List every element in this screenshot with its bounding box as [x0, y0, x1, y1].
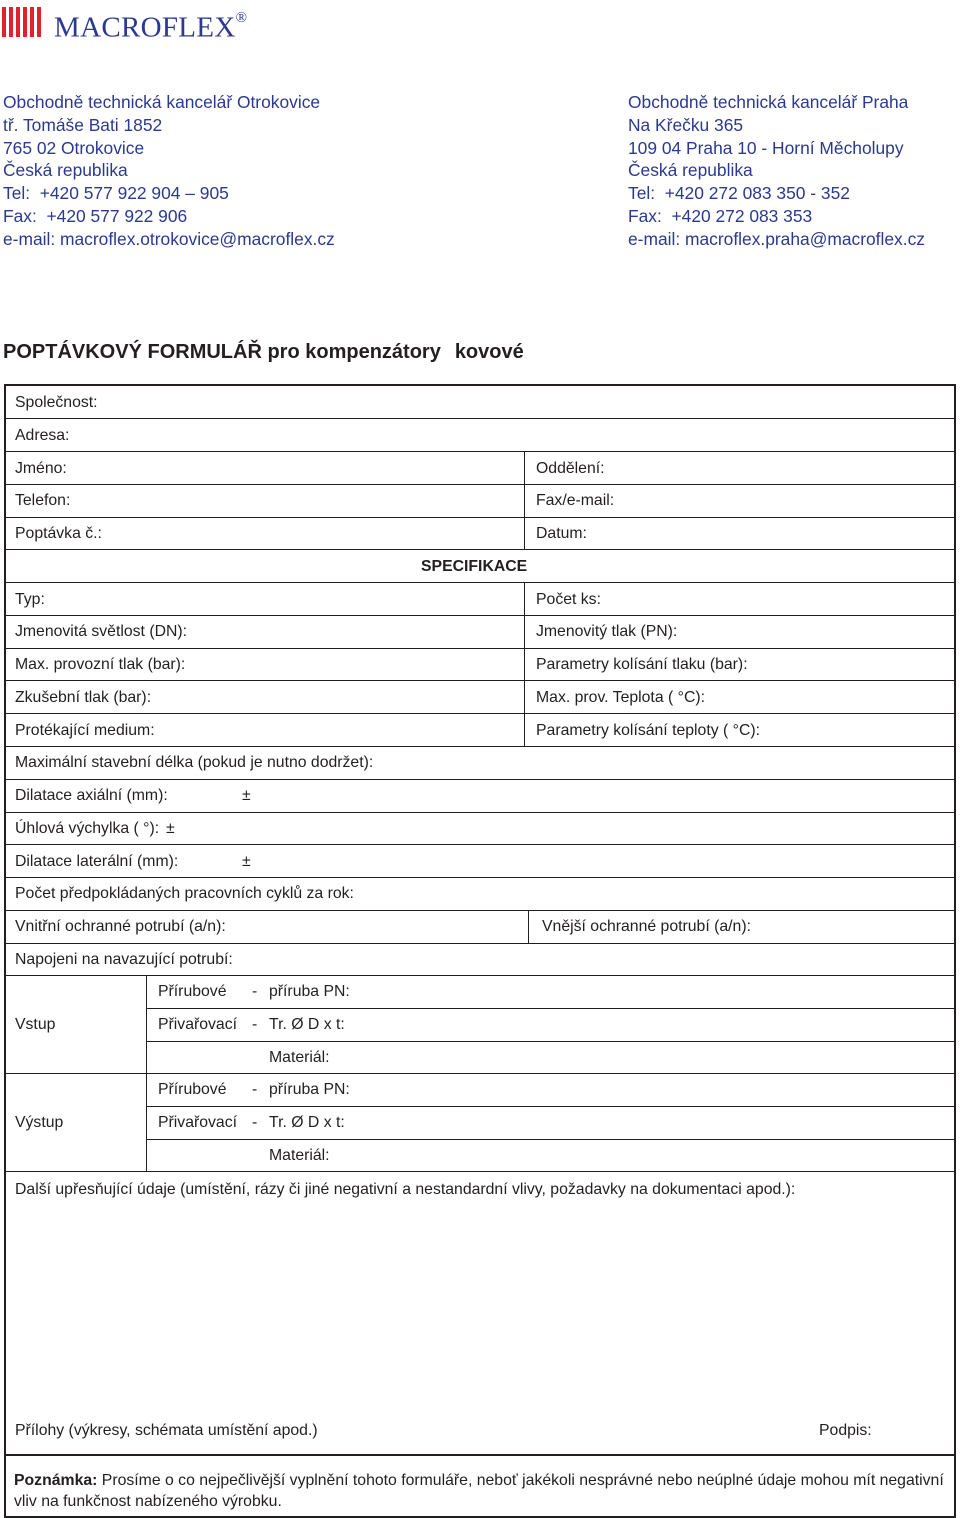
office-line: 109 04 Praha 10 - Horní Měcholupy — [628, 137, 904, 158]
office-line: Česká republika — [628, 160, 753, 181]
note-label: Poznámka: — [14, 1472, 98, 1489]
pressure-fluctuation-label: Parametry kolísání tlaku (bar): — [536, 656, 748, 673]
tube-dimension-label: Tr. Ø D x t: — [269, 1016, 345, 1033]
pn-label: Jmenovitý tlak (PN): — [536, 623, 678, 640]
office-line: tř. Tomáše Bati 1852 — [3, 114, 163, 135]
inner-pipe-label: Vnitřní ochranné potrubí (a/n): — [15, 918, 226, 935]
outlet-label: Výstup — [15, 1114, 64, 1131]
note-body: Prosíme o co nejpečlivější vyplnění tohoto formuláře, neboť jakékoli nesprávné nebo neúplné údaje mohou mít negativní vliv na funkčnost nabízeného výrobku. — [14, 1472, 944, 1510]
axial-dilatation-label: Dilatace axiální (mm): — [15, 787, 168, 804]
tube-dimension-label: Tr. Ø D x t: — [269, 1114, 345, 1131]
plusminus-sign: ± — [242, 787, 251, 804]
outer-pipe-label: Vnější ochranné potrubí (a/n): — [542, 918, 751, 935]
dash: - — [252, 1114, 258, 1131]
office-email: e-mail: macroflex.otrokovice@macroflex.cz — [3, 228, 335, 249]
date-label: Datum: — [536, 525, 587, 542]
type-label: Typ: — [15, 591, 45, 608]
plusminus-sign: ± — [242, 853, 251, 870]
material-label: Materiál: — [269, 1147, 330, 1164]
office-otrokovice — [3, 91, 335, 251]
temperature-fluctuation-label: Parametry kolísání teploty ( °C): — [536, 722, 761, 739]
name-label: Jméno: — [15, 460, 67, 477]
office-email: e-mail: macroflex.praha@macroflex.cz — [628, 228, 925, 249]
connection-label: Napojeni na navazující potrubí: — [15, 951, 233, 968]
flanged-label: Přírubové — [158, 983, 227, 1000]
logo-mark-icon — [2, 7, 42, 37]
dn-label: Jmenovitá světlost (DN): — [15, 623, 188, 640]
office-line: Na Křečku 365 — [628, 114, 744, 135]
company-label: Společnost: — [15, 394, 98, 411]
plusminus-sign: ± — [166, 820, 175, 837]
material-label: Materiál: — [269, 1049, 330, 1066]
quantity-label: Počet ks: — [536, 591, 601, 608]
signature-label: Podpis: — [819, 1422, 872, 1439]
note-text — [14, 1470, 944, 1512]
max-length-label: Maximální stavební délka (pokud je nutno dodržet): — [15, 754, 374, 771]
dash: - — [252, 1016, 258, 1033]
form-title — [3, 341, 524, 364]
office-line: Obchodně technická kancelář Otrokovice — [3, 92, 321, 112]
flange-pn-label: příruba PN: — [269, 1081, 350, 1098]
lateral-dilatation-label: Dilatace laterální (mm): — [15, 853, 179, 870]
flange-pn-label: příruba PN: — [269, 983, 350, 1000]
specification-heading: SPECIFIKACE — [421, 558, 528, 575]
angular-deflection-label: Úhlová výchylka ( °): — [15, 820, 160, 837]
office-line: Česká republika — [3, 160, 128, 181]
office-line: Tel: +420 272 083 350 - 352 — [628, 183, 850, 204]
office-line: Fax: +420 272 083 353 — [628, 205, 813, 226]
office-line: Tel: +420 577 922 904 – 905 — [3, 183, 229, 204]
phone-label: Telefon: — [15, 492, 71, 509]
department-label: Oddělení: — [536, 460, 605, 477]
welded-label: Přivařovací — [158, 1016, 238, 1033]
attachments-label: Přílohy (výkresy, schémata umístění apod.) — [15, 1422, 318, 1439]
form-title-kind: kovové — [454, 341, 524, 363]
dash: - — [252, 983, 258, 1000]
address-label: Adresa: — [15, 427, 70, 444]
office-line: Obchodně technická kancelář Praha — [628, 92, 909, 112]
inquiry-number-label: Poptávka č.: — [15, 525, 102, 542]
inquiry-form — [4, 384, 956, 1518]
office-line: 765 02 Otrokovice — [3, 137, 145, 158]
dash: - — [252, 1081, 258, 1098]
logo-wordmark: MACROFLEX® — [54, 10, 248, 44]
additional-info-label: Další upřesňující údaje (umístění, rázy či jiné negativní a nestandardní vlivy, požadavky na dokumentaci apod.): — [15, 1181, 796, 1198]
max-pressure-label: Max. provozní tlak (bar): — [15, 656, 186, 673]
inlet-label: Vstup — [15, 1016, 56, 1033]
office-line: Fax: +420 577 922 906 — [3, 205, 188, 226]
welded-label: Přivařovací — [158, 1114, 238, 1131]
test-pressure-label: Zkušební tlak (bar): — [15, 689, 152, 706]
flanged-label: Přírubové — [158, 1081, 227, 1098]
max-temperature-label: Max. prov. Teplota ( °C): — [536, 689, 706, 706]
medium-label: Protékající medium: — [15, 722, 155, 739]
cycles-label: Počet předpokládaných pracovních cyklů za rok: — [15, 885, 354, 902]
office-praha — [628, 91, 925, 251]
form-title-main: POPTÁVKOVÝ FORMULÁŘ pro kompenzátory — [3, 341, 441, 363]
fax-email-label: Fax/e-mail: — [536, 492, 615, 509]
